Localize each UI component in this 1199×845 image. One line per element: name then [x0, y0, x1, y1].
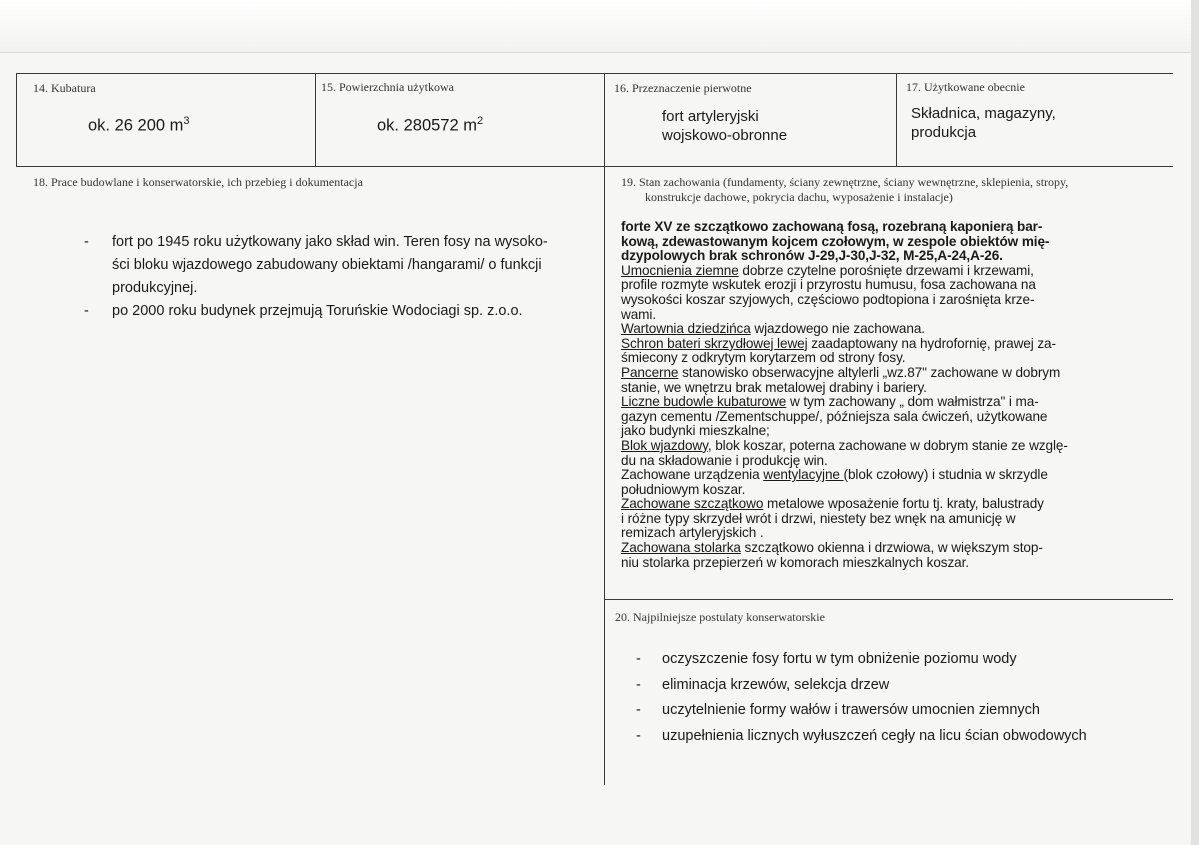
table-top-border — [16, 73, 1173, 74]
list-item: - po 2000 roku budynek przejmują Toruńskie Wodociagi sp. z.o.o. — [84, 303, 523, 319]
scan-right-edge — [1191, 0, 1199, 845]
field-20-list — [636, 647, 1156, 749]
field-16-value: fort artyleryjski wojskowo-obronne — [662, 108, 788, 144]
scan-top-margin — [0, 0, 1199, 53]
text-line: południowym koszar. — [621, 481, 746, 497]
list-item: - fort po 1945 roku użytkowany jako skład win. Teren fosy na wysoko- — [84, 234, 548, 250]
list-item-continuation: ści bloku wjazdowego zabudowany obiektami /hangarami/ o funkcji — [112, 257, 542, 273]
text-line: du na składowanie i produkcję win. — [621, 452, 828, 468]
text-line: stanie, we wnętrzu brak metalowej drabiny i bariery. — [621, 379, 927, 395]
row-divider — [16, 166, 1173, 167]
table-left-border — [16, 73, 17, 166]
list-item: - oczyszczenie fosy fortu w tym obniżenie poziomu wody — [636, 651, 1017, 667]
text-line: Liczne budowle kubaturowe w tym zachowany „ dom wałmistrza" i ma- — [621, 394, 1039, 410]
list-item: - uzupełnienia licznych wyłuszczeń cegły na licu ścian obwodowych — [636, 727, 1087, 744]
list-item: - eliminacja krzewów, selekcja drzew — [636, 676, 890, 693]
text-line: remizach artyleryjskich . — [621, 525, 764, 541]
field-14-value: ok. 26 200 $m^3$ — [88, 115, 190, 135]
text-line: Wartownia dziedzińca wjazdowego nie zachowana. — [621, 321, 925, 337]
field-17-value: Składnica, magazyny, produkcja — [911, 105, 1056, 141]
text-line: Umocnienia ziemne dobrze czytelne porośnięte drzewami i krzewami, — [621, 262, 1034, 278]
text-line: jako budynki mieszkalne; — [621, 423, 770, 439]
field-15-label: 15. Powierzchnia użytkowa — [321, 80, 454, 94]
text-line: dzypolowych brak schronów J-29,J-30,J-32, M-25,A-24,A-26. — [621, 248, 1003, 264]
field-17-label: 17. Użytkowane obecnie — [906, 80, 1025, 94]
field-15-value: ok. 280572 $m^2$ — [377, 115, 484, 135]
text-line: Zachowana stolarka szczątkowo okienna i drzwiowa, w większym stop- — [621, 540, 1043, 556]
text-line: Schron bateri skrzydłowej lewej zaadaptowany na hydrofornię, prawej za- — [621, 335, 1056, 351]
text-line: gazyn cementu /Zementschuppe/, późniejsza sala ćwiczeń, użytkowane — [621, 408, 1048, 424]
field-19-text — [621, 220, 1119, 570]
text-line: niu stolarka przepierzeń w komorach mieszkalnych koszar. — [621, 554, 969, 570]
text-line: wysokości koszar szyjowych, częściowo podtopiona i zarośnięta krze- — [621, 291, 1035, 307]
field-14-label: 14. Kubatura — [33, 81, 96, 95]
text-line: wami. — [621, 306, 656, 322]
field-18-list — [84, 231, 584, 323]
text-line: i różne typy skrzydeł wrót i drzwi, niestety bez wnęk na amunicję w — [621, 510, 1016, 526]
list-item-continuation: produkcyjnej. — [112, 280, 198, 296]
column-divider — [896, 73, 897, 166]
text-line: kową, zdewastowanym kojcem czołowym, w zespole obiektów mię- — [621, 233, 1050, 249]
text-line: Zachowane urządzenia wentylacyjne (blok czołowy) i studnia w skrzydle — [621, 467, 1048, 483]
column-divider-main — [604, 73, 605, 785]
field-19-label: 19. Stan zachowania (fundamenty, ściany zewnętrzne, ściany wewnętrzne, sklepienia, stropy, konstrukcje dachowe, pokrycia dachu, wyposażenie i instalacje) — [621, 175, 1069, 204]
row-divider-right — [604, 599, 1173, 600]
text-line: profile rozmyte wskutek erozji i przyrostu humusu, fosa zachowana na — [621, 277, 1036, 293]
list-item: - uczytelnienie formy wałów i trawersów umocnien ziemnych — [636, 702, 1040, 718]
text-line: forte XV ze szczątkowo zachowaną fosą, rozebraną kaponierą bar- — [621, 219, 1043, 234]
text-line: Blok wjazdowy, blok koszar, poterna zachowane w dobrym stanie ze wzglę- — [621, 437, 1068, 453]
column-divider — [315, 73, 316, 166]
field-20-label: 20. Najpilniejsze postulaty konserwatorskie — [615, 610, 825, 624]
text-line: śmiecony z odkrytym korytarzem od strony fosy. — [621, 350, 906, 366]
field-16-label: 16. Przeznaczenie pierwotne — [614, 81, 752, 95]
text-line: Zachowane szczątkowo metalowe wposażenie fortu tj. kraty, balustrady — [621, 496, 1044, 512]
field-18-label: 18. Prace budowlane i konserwatorskie, ich przebieg i dokumentacja — [33, 175, 363, 189]
text-line: Pancerne stanowisko obserwacyjne altylerli „wz.87" zachowane w dobrym — [621, 364, 1061, 380]
